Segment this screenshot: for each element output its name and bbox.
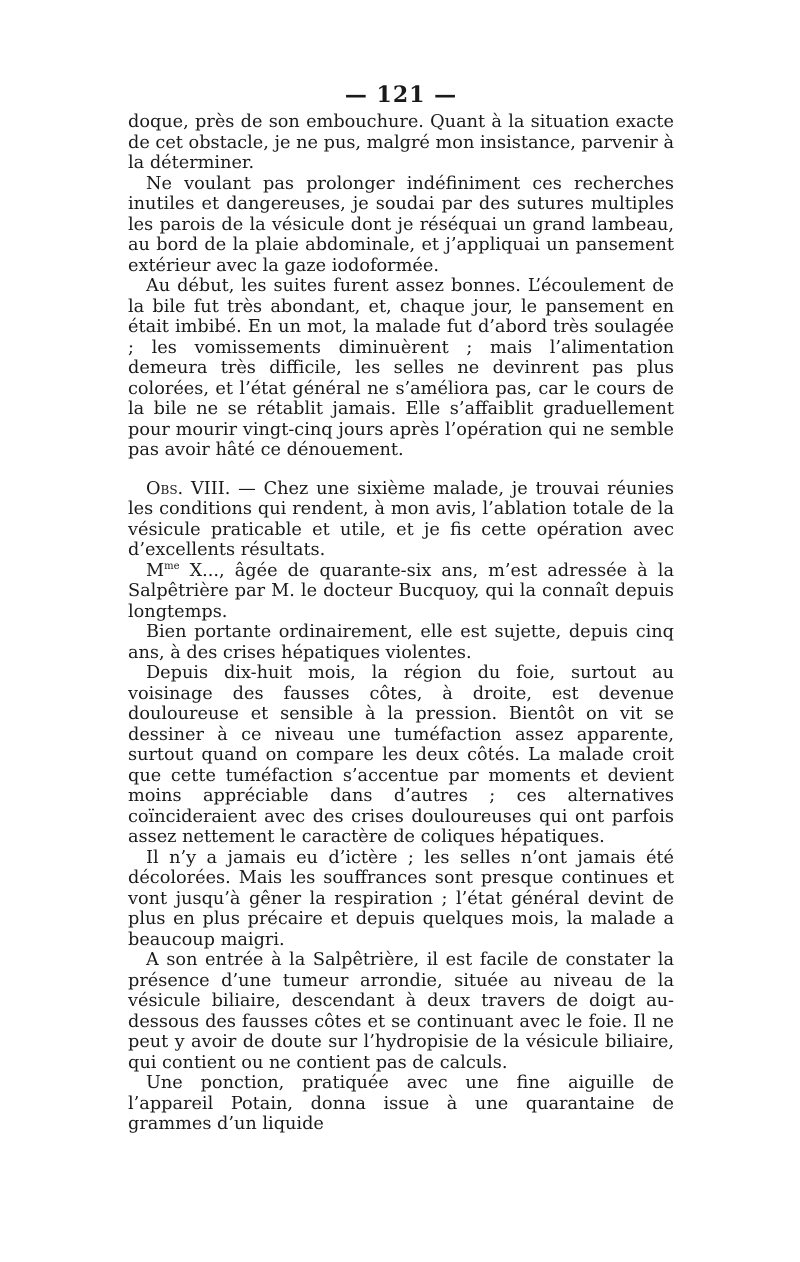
page-body [128, 82, 674, 1135]
paragraph-5 [128, 561, 674, 623]
paragraph-1: doque, près de son embouchure. Quant à la situation exacte de cet obstacle, je ne pus, malgré mon insistance, parvenir à la déterminer. [128, 112, 674, 173]
paragraph-4-text: — Chez une sixième malade, je trouvai réunies les conditions qui rendent, à mon avis, l’ablation totale de la vésicule praticable et utile, et je fis cette opération avec d’excellents résultats. [128, 478, 674, 560]
paragraph-10: Une ponction, pratiquée avec une fine aiguille de l’appareil Potain, donna issue à une quarantaine de grammes d’un liquide [128, 1073, 674, 1134]
title-m: M [146, 560, 165, 581]
paragraph-5-text: X..., âgée de quarante-six ans, m’est adressée à la Salpêtrière par M. le docteur Bucquoy, qui la connaît depuis longtemps. [128, 560, 674, 622]
paragraph-8: Il n’y a jamais eu d’ictère ; les selles n’ont jamais été décolorées. Mais les souffrances sont presque continues et vont jusqu’à gêner la respiration ; l’état général devint de plus en plus précaire et depuis quelques mois, la malade a beaucoup maigri. [128, 847, 674, 950]
title-superscript: me [164, 560, 180, 572]
paragraph-2: Ne voulant pas prolonger indéfiniment ces recherches inutiles et dangereuses, je soudai par des sutures multiples les parois de la vésicule dont je réséquai un grand lambeau, au bord de la plaie abdominale, et j’appliquai un pansement extérieur avec la gaze iodoformée. [128, 173, 674, 276]
paragraph-7: Depuis dix-huit mois, la région du foie, surtout au voisinage des fausses côtes, à droite, est devenue douloureuse et sensible à la pression. Bientôt on vit se dessiner à ce niveau une tuméfaction assez apparente, surtout quand on compare les deux côtés. La malade croit que cette tuméfaction s’accentue par moments et devient moins appréciable dans d’autres ; ces alternatives coïncideraient avec des crises douloureuses qui ont parfois assez nettement le caractère de coliques hépatiques. [128, 663, 674, 847]
paragraph-6: Bien portante ordinairement, elle est sujette, depuis cinq ans, à des crises hépatiques violentes. [128, 622, 674, 663]
page-number: — 121 — [344, 82, 458, 108]
paragraph-obs-viii [128, 479, 674, 561]
paragraph-3: Au début, les suites furent assez bonnes. L’écoulement de la bile fut très abondant, et, chaque jour, le pansement en était imbibé. En un mot, la malade fut d’abord très soulagée ; les vomissements diminuèrent ; mais l’alimentation demeura très difficile, les selles ne devinrent pas plus colorées, et l’état général ne s’améliora pas, car le cours de la bile ne se rétablit jamais. Elle s’affaiblit graduellement pour mourir vingt-cinq jours après l’opération qui ne semble pas avoir hâté ce dénouement. [128, 276, 674, 460]
observation-label: Obs. VIII. [146, 478, 231, 499]
paragraph-9: A son entrée à la Salpêtrière, il est facile de constater la présence d’une tumeur arrondie, située au niveau de la vésicule biliaire, descendant à deux travers de doigt au-dessous des fausses côtes et se continuant avec le foie. Il ne peut y avoir de doute sur l’hydropisie de la vésicule biliaire, qui contient ou ne contient pas de calculs. [128, 950, 674, 1073]
